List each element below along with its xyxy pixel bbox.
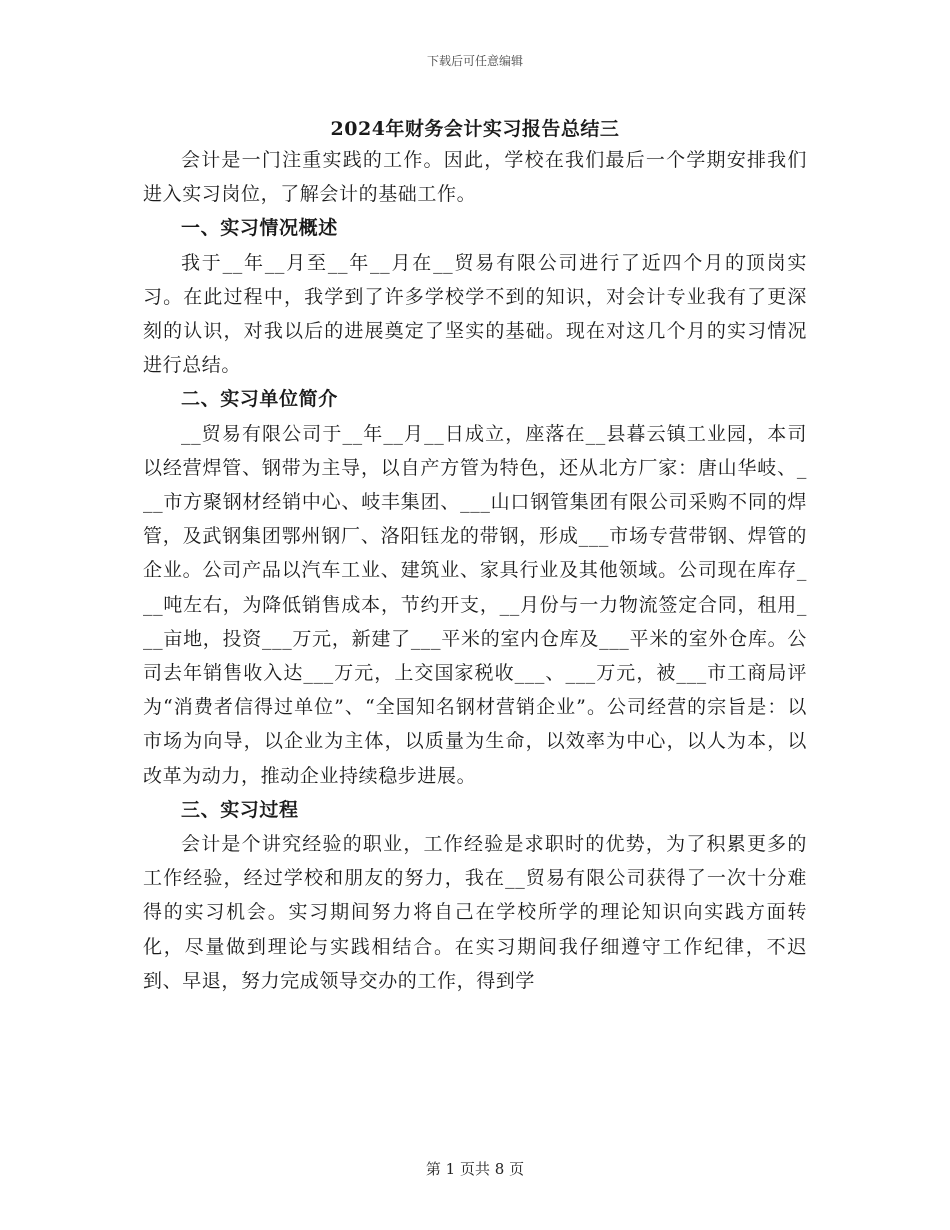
section-paragraph-process: 会计是个讲究经验的职业，工作经验是求职时的优势，为了积累更多的工作经验，经过学校和朋友的努力，我在__贸易有限公司获得了一次十分难得的实习机会。实习期间努力将自己在学校所学的理论知识向实践方面转化，尽量做到理论与实践相结合。在实习期间我仔细遵守工作纪律，不迟到、早退，努力完成领导交办的工作，得到学 <box>143 833 807 992</box>
document-body <box>143 143 807 998</box>
section-paragraph-company: __贸易有限公司于__年__月__日成立，座落在__县暮云镇工业园，本司以经营焊管、钢带为主导，以自产方管为特色，还从北方厂家：唐山华岐、___市方聚钢材经销中心、岐丰集团、___山口钢管集团有限公司采购不同的焊管，及武钢集团鄂州钢厂、洛阳钰龙的带钢，形成___市场专营带钢、焊管的企业。公司产品以汽车工业、建筑业、家具行业及其他领域。公司现在库存___吨左右，为降低销售成本，节约开支，__月份与一力物流签定合同，租用___亩地，投资___万元，新建了___平米的室内仓库及___平米的室外仓库。公司去年销售收入达___万元，上交国家税收___、___万元，被___市工商局评为“消费者信得过单位”、“全国知名钢材营销企业”。公司经营的宗旨是：以市场为向导，以企业为主体，以质量为生命，以效率为中心，以人为本，以改革为动力，推动企业持续稳步进展。 <box>143 422 807 787</box>
section-heading-company: 二、实习单位简介 <box>181 388 338 411</box>
intro-paragraph: 会计是一门注重实践的工作。因此，学校在我们最后一个学期安排我们进入实习岗位，了解会计的基础工作。 <box>143 149 807 206</box>
page-indicator: 第 1 页共 8 页 <box>425 1160 525 1178</box>
section-paragraph-overview: 我于__年__月至__年__月在__贸易有限公司进行了近四个月的顶岗实习。在此过程中，我学到了许多学校学不到的知识，对会计专业我有了更深刻的认识，对我以后的进展奠定了坚实的基础。现在对这几个月的实习情况进行总结。 <box>143 251 807 377</box>
document-title: 2024年财务会计实习报告总结三 <box>330 118 620 140</box>
section-heading-overview: 一、实习情况概述 <box>181 217 338 240</box>
section-heading-process: 三、实习过程 <box>181 798 299 821</box>
header-note: 下载后可任意编辑 <box>426 54 523 68</box>
